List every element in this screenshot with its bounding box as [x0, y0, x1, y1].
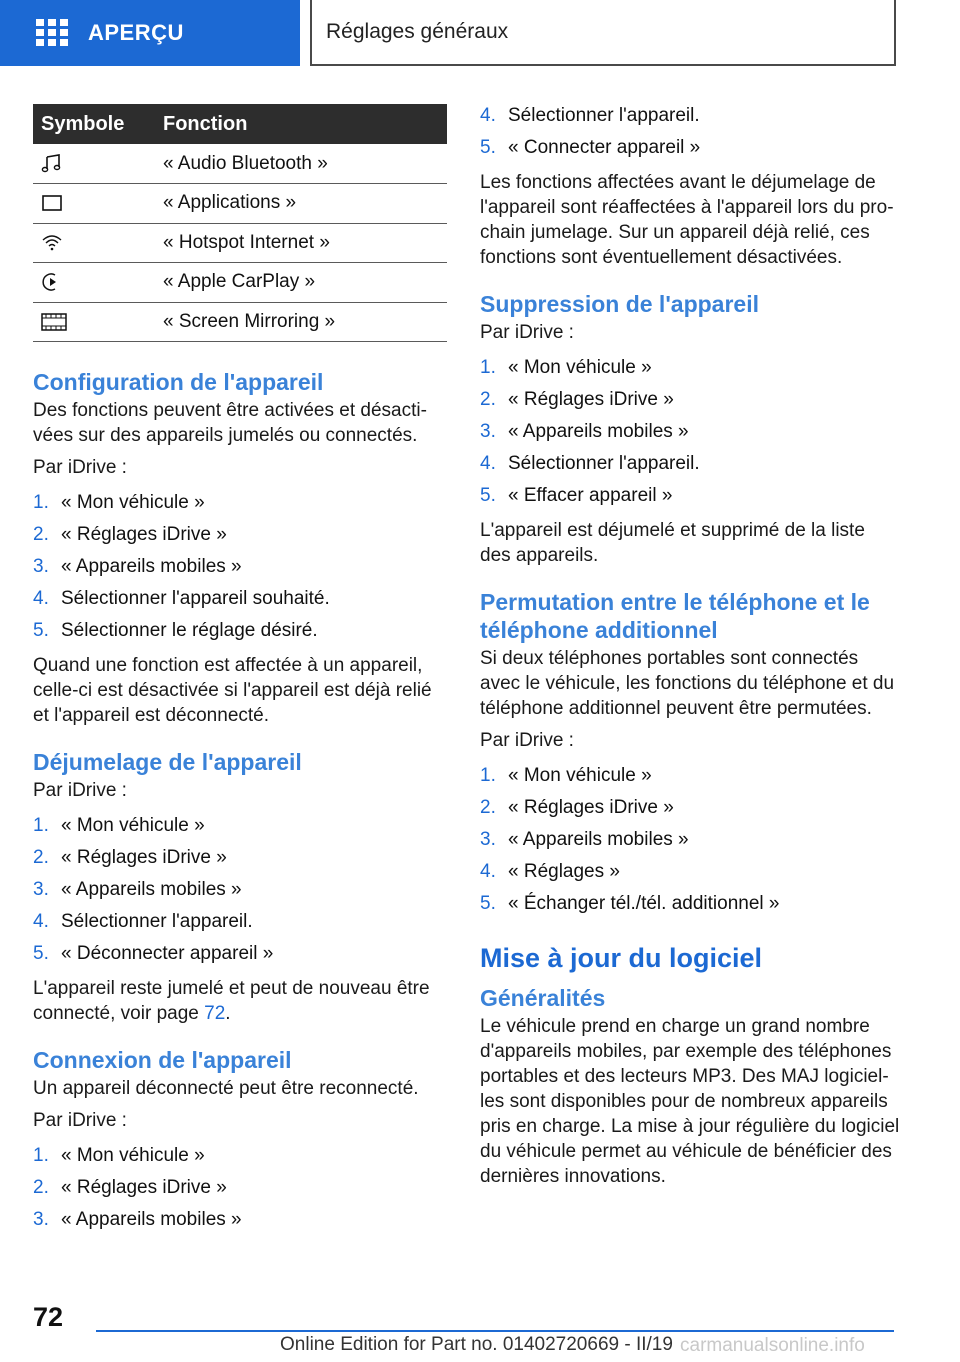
list-item: 5. « Effacer appareil » — [480, 485, 673, 506]
symbol-table — [33, 104, 447, 342]
switch-steps — [480, 760, 900, 920]
list-item: 4. Sélectionner l'appareil. — [33, 911, 253, 932]
list-item: 4. Sélectionner l'appareil. — [480, 105, 700, 126]
unpair-via: Par iDrive : — [33, 780, 127, 801]
col-symbol-header: Symbole — [33, 104, 163, 144]
music-note-icon — [41, 153, 63, 173]
list-item: 1. « Mon véhicule » — [33, 815, 205, 836]
list-item: 1. « Mon véhicule » — [33, 1145, 205, 1166]
watermark: carmanualsonline.info — [680, 1335, 865, 1356]
table-row — [33, 302, 447, 342]
list-item: 2. « Réglages iDrive » — [33, 1177, 227, 1198]
table-row — [33, 184, 447, 224]
list-item: 2. « Réglages iDrive » — [33, 847, 227, 868]
connect-via: Par iDrive : — [33, 1110, 127, 1131]
table-cell-function: « Apple CarPlay » — [163, 263, 447, 303]
footer-divider — [96, 1330, 894, 1332]
page-number: 72 — [33, 1302, 64, 1332]
applications-icon — [41, 193, 63, 213]
table-cell-function: « Hotspot Internet » — [163, 223, 447, 263]
list-item: 3. « Appareils mobiles » — [33, 556, 242, 577]
table-cell-function: « Screen Mirroring » — [163, 302, 447, 342]
config-via: Par iDrive : — [33, 457, 127, 478]
connect-intro: Un appareil déconnecté peut être reconnecté. — [33, 1078, 419, 1099]
list-item: 1. « Mon véhicule » — [480, 357, 652, 378]
section-title: Réglages généraux — [326, 20, 509, 43]
list-item: 3. « Appareils mobiles » — [33, 1209, 242, 1230]
table-row — [33, 144, 447, 184]
page-header — [0, 0, 960, 66]
list-item: 4. Sélectionner l'appareil. — [480, 453, 700, 474]
table-cell-function: « Audio Bluetooth » — [163, 144, 447, 184]
wifi-hotspot-icon — [41, 233, 63, 253]
carplay-icon — [41, 272, 63, 292]
list-item: 3. « Appareils mobiles » — [480, 829, 689, 850]
config-intro: Des fonctions peuvent être activées et désactivées sur des appareils jumelés ou connectés. — [33, 400, 427, 446]
right-column — [480, 100, 900, 1196]
list-item: 2. « Réglages iDrive » — [33, 524, 227, 545]
delete-note: L'appareil est déjumelé et supprimé de la liste des appareils. — [480, 520, 865, 566]
list-item: 2. « Réglages iDrive » — [480, 797, 674, 818]
connect-steps-right — [480, 100, 900, 164]
overview-tab[interactable] — [0, 0, 300, 66]
update-subheading: Généralités — [480, 985, 606, 1011]
screen-mirroring-icon — [41, 312, 67, 332]
list-item: 4. « Réglages » — [480, 861, 620, 882]
delete-steps — [480, 352, 900, 512]
switch-heading: Permutation entre le téléphone et le téléphone additionnel — [480, 589, 870, 643]
table-header-row — [33, 104, 447, 144]
list-item: 4. Sélectionner l'appareil souhaité. — [33, 588, 330, 609]
connect-steps-left — [33, 1140, 447, 1236]
switch-via: Par iDrive : — [480, 730, 574, 751]
section-title-box — [310, 0, 896, 66]
update-text: Le véhicule prend en charge un grand nombre d'appareils mobiles, par exemple des téléphones portables et des lecteurs MP3. Des MAJ logicielles sont disponibles pour de nombreux appareils pris en charge. La mise à jour régulière du logiciel du véhicule permet au véhicule de bénéficier des dernières innovations. — [480, 1016, 900, 1187]
list-item: 5. Sélectionner le réglage désiré. — [33, 620, 318, 641]
col-function-header: Fonction — [163, 104, 447, 144]
table-cell-function: « Applications » — [163, 184, 447, 224]
config-note: Quand une fonction est affectée à un appareil, celle-ci est désactivée si l'appareil est déjà relié et l'appareil est déconnecté. — [33, 655, 432, 726]
list-item: 5. « Connecter appareil » — [480, 137, 701, 158]
unpair-heading: Déjumelage de l'appareil — [33, 749, 302, 775]
list-item: 5. « Échanger tél./tél. additionnel » — [480, 893, 780, 914]
delete-via: Par iDrive : — [480, 322, 574, 343]
switch-intro: Si deux téléphones portables sont connectés avec le véhicule, les fonctions du téléphone et du téléphone additionnel peuvent être permutées. — [480, 648, 895, 719]
grid-icon — [36, 19, 68, 47]
list-item: 3. « Appareils mobiles » — [480, 421, 689, 442]
unpair-steps — [33, 810, 447, 970]
overview-label: APERÇU — [88, 20, 184, 45]
unpair-note: L'appareil reste jumelé et peut de nouveau être connecté, voir page 72. — [33, 978, 430, 1024]
list-item: 1. « Mon véhicule » — [33, 492, 205, 513]
update-heading: Mise à jour du logiciel — [480, 943, 763, 973]
list-item: 3. « Appareils mobiles » — [33, 879, 242, 900]
table-row — [33, 263, 447, 303]
page-link[interactable]: 72 — [204, 1003, 226, 1024]
list-item: 1. « Mon véhicule » — [480, 765, 652, 786]
list-item: 5. « Déconnecter appareil » — [33, 943, 274, 964]
list-item: 2. « Réglages iDrive » — [480, 389, 674, 410]
footer-edition: Online Edition for Part no. 01402720669 - II/19 — [280, 1334, 673, 1355]
config-heading: Configuration de l'appareil — [33, 369, 324, 395]
delete-heading: Suppression de l'appareil — [480, 291, 759, 317]
config-steps — [33, 487, 447, 647]
connect-heading: Connexion de l'appareil — [33, 1047, 292, 1073]
connect-note: Les fonctions affectées avant le déjumelage de l'appareil sont réaffectées à l'appareil lors du prochain jumelage. Sur un appareil déjà relié, ces fonctions sont éventuellement désactivées. — [480, 172, 894, 268]
table-row — [33, 223, 447, 263]
left-column — [33, 104, 447, 1242]
